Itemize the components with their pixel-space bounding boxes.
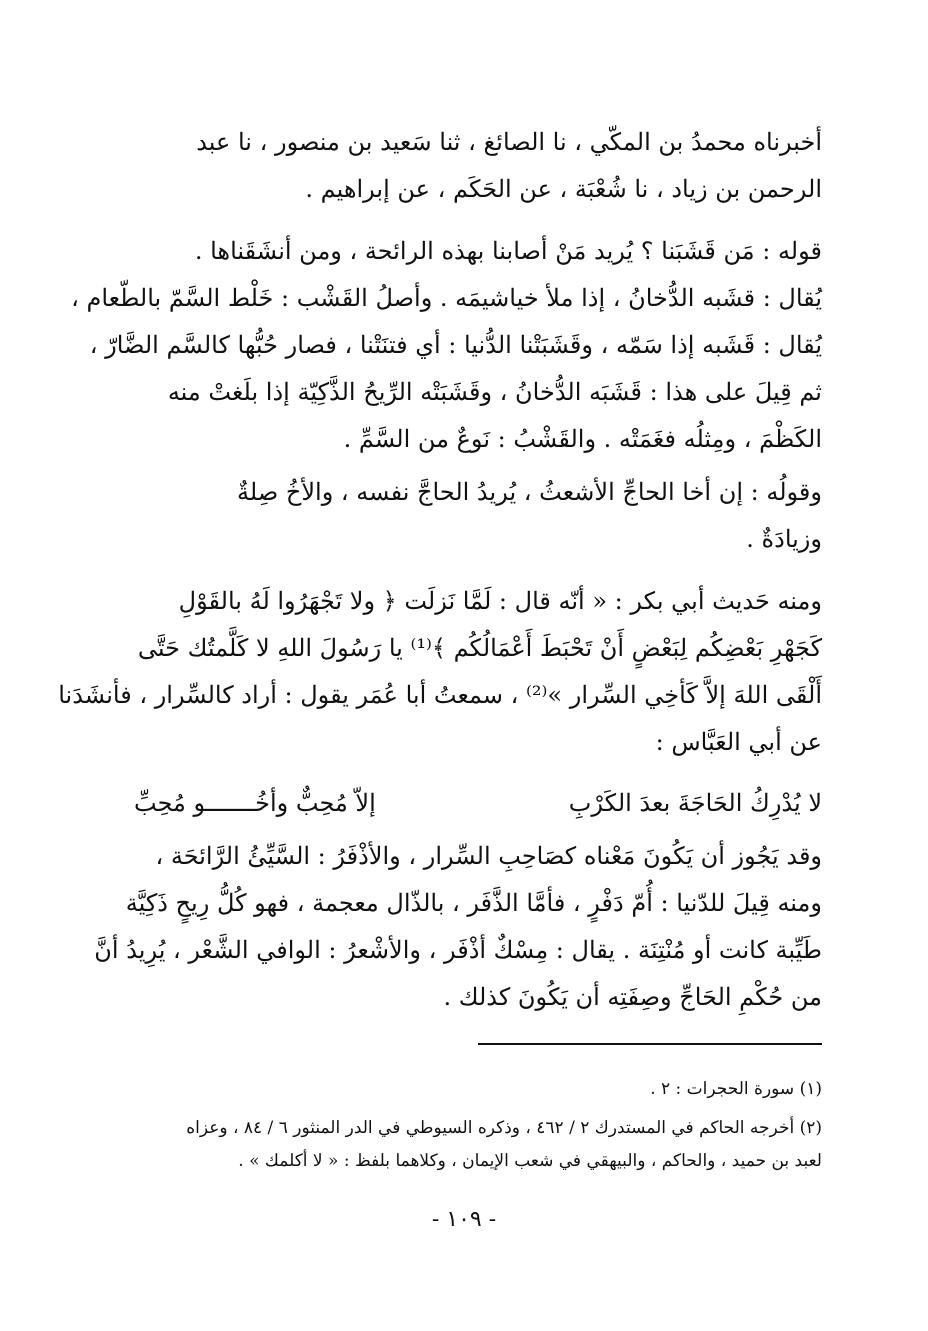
paragraph-qashabana <box>71 228 822 463</box>
text-line: وقد يَجُوز أن يَكُونَ مَعْناه كصَاحِبِ السِّرار ، والأذْفَرُ : السَّيِّئُ الرَّائحَة ، <box>155 842 822 870</box>
page-number: - ١٠٩ - <box>431 1207 497 1232</box>
text-line: وقولُه : إن أخا الحاجِّ الأشعثُ ، يُريدُ الحاجَّ نفسه ، والأخُ صِلةٌ <box>237 478 822 506</box>
text-line: قوله : مَن قَشَبَنا ؟ يُريد مَنْ أصابنا بهذه الرائحة ، ومن أنشَقَناها . <box>194 237 822 265</box>
footnote-separator <box>478 1043 822 1045</box>
text-line: ومنه حَديث أبي بكر : « أنّه قال : لَمَّا نَزلَت ﴿ ولا تَجْهَرُوا لَهُ بالقَوْلِ <box>178 587 822 615</box>
footnote-2 <box>134 1112 822 1178</box>
footnote-line: (١) سورة الحجرات : ٢ . <box>650 1079 822 1099</box>
poetry-verse <box>134 780 822 827</box>
paragraph-isnad <box>134 119 822 213</box>
paragraph-alsirar <box>94 833 822 1021</box>
footnote-line: (٢) أخرجه الحاكم في المستدرك ٢ / ٤٦٢ ، وذكره السيوطي في الدر المنثور ٦ / ٨٤ ، وعزاه <box>186 1118 822 1138</box>
paragraph-akha-alhajj <box>134 469 822 563</box>
text-line: الكَظْمَ ، ومِثلُه فغَمَتْه . والقَشْبُ : نَوعٌ من السَّمِّ . <box>343 425 822 453</box>
text-line: يُقال : قشَبه الدُّخانُ ، إذا ملأ خياشيمَه . وأصلُ القَشْب : خَلْط السَّمّ بالطّعام ، <box>71 284 822 312</box>
verse-first-hemistich: لا يُدْرِكُ الحَاجَةَ بعدَ الكَرْبِ <box>568 789 822 817</box>
verse-second-hemistich: إلاّ مُحِبٌّ وأخُـــــــو مُحِبِّ <box>134 789 376 817</box>
text-line: يُقال : قَشَبه إذا سَمّه ، وقَشَبَتْنا الدُّنيا : أي فتنَتْنا ، فصار حُبُّها كالسَّم الضَّارّ ، <box>89 331 822 359</box>
footnote-1 <box>134 1073 822 1106</box>
text-line: عن أبي العَبَّاس : <box>655 728 822 756</box>
text-line: الرحمن بن زياد ، نا شُعْبَة ، عن الحَكَم ، عن إبراهيم . <box>305 175 822 203</box>
footnote-line: لعبد بن حميد ، والحاكم ، والبيهقي في شعب الإيمان ، وكلاهما بلفظ : « لا أكلمك » . <box>238 1151 822 1171</box>
paragraph-hadith-abi-bakr <box>58 578 822 766</box>
text-line: طَيِّبة كانت أو مُنْتِنَة . يقال : مِسْكٌ أذْفَر ، والأشْعرُ : الوافي الشَّعْر ، يُرِيدُ أنَّ <box>94 936 822 964</box>
text-line: ثم قِيلَ على هذا : قَشَبَه الدُّخانُ ، وقَشَبَتْه الرِّيحُ الذَّكِيّة إذا بلَغتْ منه <box>167 378 822 406</box>
text-line: أَلْقَى اللهَ إلاَّ كَأخِي السِّرار »⁽²⁾ ، سمعتُ أبا عُمَر يقول : أراد كالسِّرار ، فأنشَدَنا <box>58 681 822 709</box>
text-line: ومنه قِيلَ للدّنيا : أُمّ دَفْرٍ ، فأمَّا الذَّفَر ، بالذّال معجمة ، فهو كُلُّ رِيحٍ ذَكِيَّة <box>125 889 822 917</box>
text-line: كَجَهْرِ بَعْضِكُم لِبَعْضٍ أَنْ تَحْبَطَ أَعْمَالُكُم ﴾⁽¹⁾ يا رَسُولَ اللهِ لا كَلَّمتُك حَتَّى <box>137 634 822 662</box>
text-line: أخبرناه محمدُ بن المكّي ، نا الصائغ ، ثنا سَعيد بن منصور ، نا عبد <box>196 128 822 156</box>
text-line: من حُكْمِ الحَاجِّ وصِفَتِه أن يَكُونَ كذلك . <box>443 983 822 1011</box>
text-line: وزيادَةٌ . <box>746 525 822 553</box>
